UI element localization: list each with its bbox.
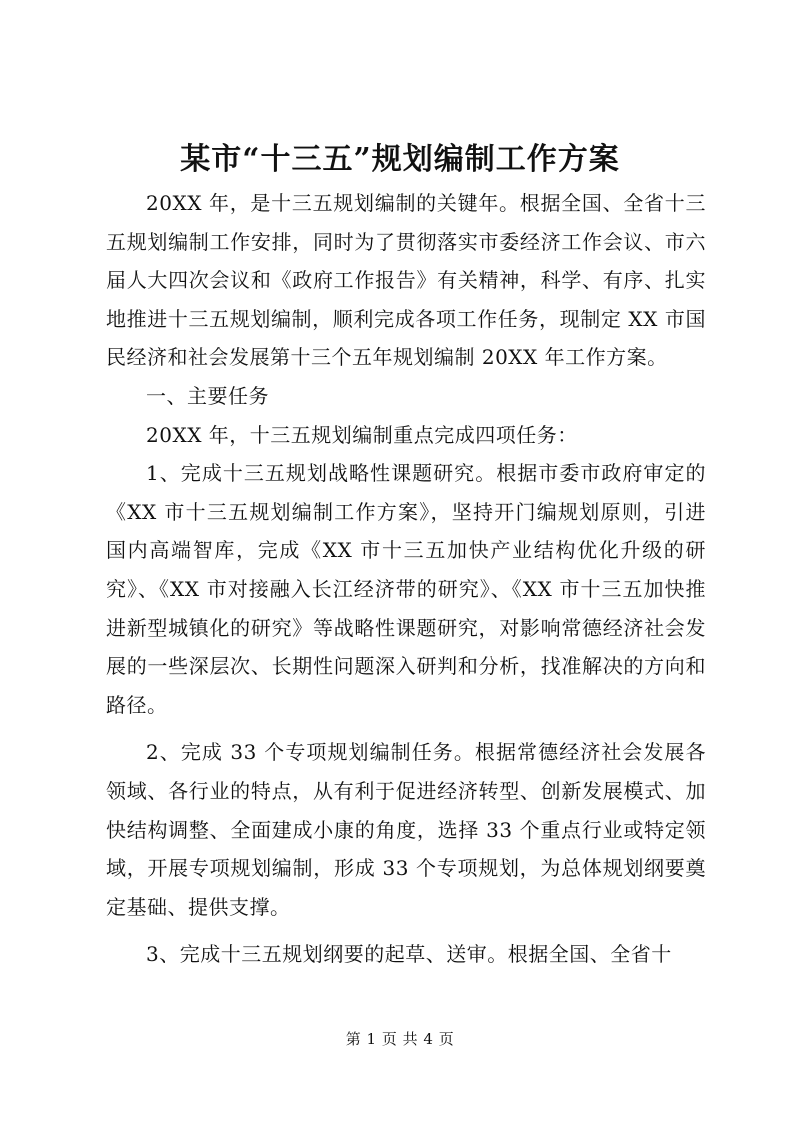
paragraph-task-3: 3、完成十三五规划纲要的起草、送审。根据全国、全省十	[146, 942, 672, 967]
section-heading-main-tasks: 一、主要任务	[146, 383, 269, 408]
page-footer: 第 1 页 共 4 页	[345, 1030, 455, 1048]
document-body	[106, 184, 706, 974]
paragraph-task-2: 2、完成 33 个专项规划编制任务。根据常德经济社会发展各领域、各行业的特点，从有利于促进经济转型、创新发展模式、加快结构调整、全面建成小康的角度，选择 33 个重点行业或特定领域，开展专项规划编制，形成 33 个专项规划，为总体规划纲要奠定基础、提供支撑。	[106, 740, 706, 919]
document-title: 某市“十三五”规划编制工作方案	[180, 142, 620, 177]
paragraph-task-1: 1、完成十三五规划战略性课题研究。根据市委市政府审定的《XX 市十三五规划编制工作方案》，坚持开门编规划原则，引进国内高端智库，完成《XX 市十三五加快产业结构优化升级的研究》、《XX 市对接融入长江经济带的研究》、《XX 市十三五加快推进新型城镇化的研究》等战略性课题研究，对影响常德经济社会发展的一些深层次、长期性问题深入研判和分析，找准解决的方向和路径。	[106, 461, 706, 717]
paragraph-intro: 20XX 年，是十三五规划编制的关键年。根据全国、全省十三五规划编制工作安排，同时为了贯彻落实市委经济工作会议、市六届人大四次会议和《政府工作报告》有关精神，科学、有序、扎实地推进十三五规划编制，顺利完成各项工作任务，现制定 XX 市国民经济和社会发展第十三个五年规划编制 20XX 年工作方案。	[106, 191, 706, 370]
paragraph-task-summary: 20XX 年，十三五规划编制重点完成四项任务：	[146, 422, 578, 447]
